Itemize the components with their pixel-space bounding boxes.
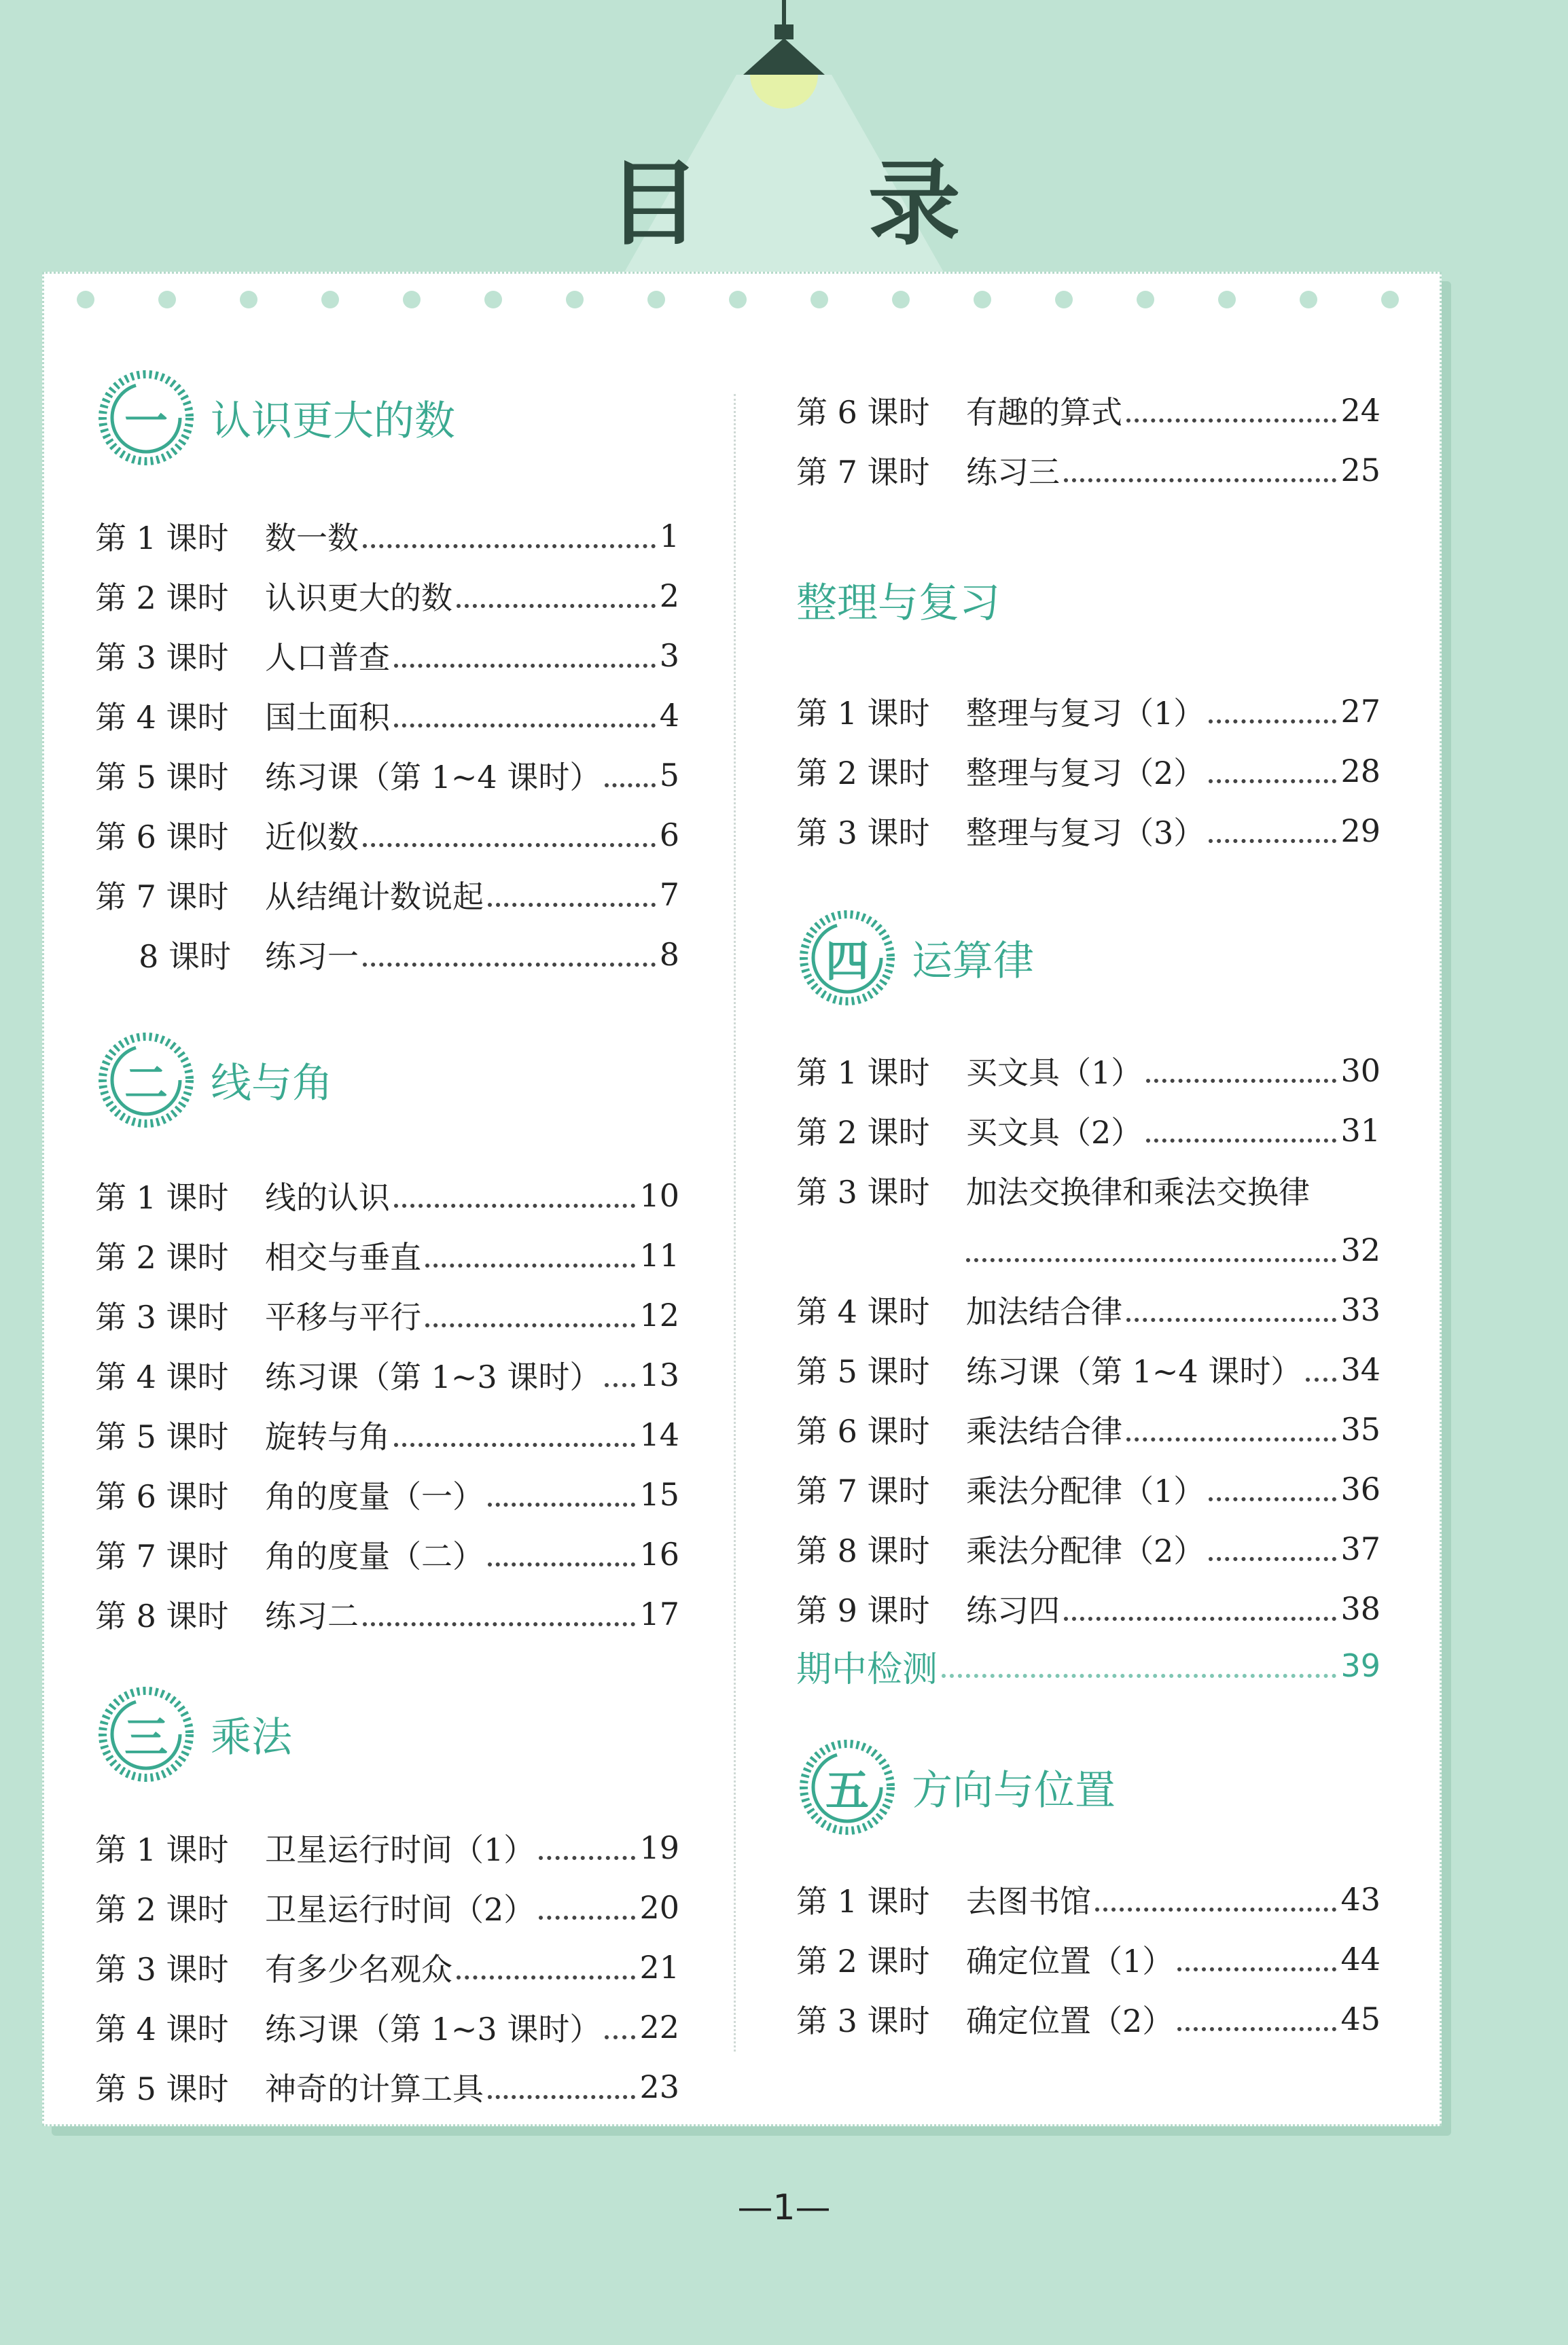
lesson-title: 人口普查	[265, 639, 390, 676]
lesson-title: 整理与复习（3）	[966, 815, 1205, 851]
lesson-number: 第 3 课时	[95, 1299, 229, 1336]
toc-entry[interactable]	[796, 801, 1380, 861]
lesson-title: 练习四	[966, 1592, 1060, 1629]
page-ref: 44	[1340, 1941, 1380, 1977]
toc-entry[interactable]	[796, 1929, 1380, 1989]
lesson-title: 买文具（1）	[966, 1054, 1143, 1091]
lesson-number: 第 4 课时	[95, 2011, 229, 2047]
page-ref: 5	[659, 757, 679, 793]
lesson-title: 平移与平行	[265, 1299, 421, 1336]
toc-entry[interactable]	[95, 1937, 679, 1997]
leader-dots	[1209, 1477, 1336, 1501]
page-ref: 35	[1340, 1411, 1380, 1448]
page-ref: 29	[1340, 812, 1380, 849]
lesson-title: 练习课（第 1~4 课时）	[265, 759, 601, 795]
toc-entry[interactable]	[95, 805, 679, 865]
lesson-number: 第 2 课时	[95, 1239, 229, 1276]
lesson-number: 第 3 课时	[796, 2003, 930, 2039]
binder-holes	[42, 289, 1442, 310]
page-ref: 11	[639, 1237, 679, 1274]
page-ref: 6	[659, 817, 679, 853]
unit-badge	[95, 1029, 197, 1131]
lesson-title: 国土面积	[265, 699, 390, 736]
leader-dots	[425, 1243, 635, 1268]
leader-dots	[1064, 1596, 1336, 1621]
lesson-number: 第 6 课时	[95, 819, 229, 855]
lesson-title: 近似数	[265, 819, 359, 855]
lesson-number: 第 2 课时	[796, 1943, 930, 1980]
page-ref: 14	[639, 1416, 679, 1453]
leader-dots	[394, 1422, 635, 1447]
toc-entry[interactable]	[95, 1997, 679, 2057]
lesson-number: 第 5 课时	[95, 2071, 229, 2107]
unit-badge	[796, 907, 898, 1009]
unit-badge-number: 四	[825, 937, 869, 987]
leader-dots	[488, 882, 656, 907]
lesson-title: 数一数	[265, 520, 359, 556]
toc-entry[interactable]	[796, 1100, 1380, 1160]
column-divider	[734, 394, 736, 2052]
unit-badge-number: 二	[124, 1059, 168, 1109]
leader-dots	[1095, 1887, 1336, 1912]
toc-entry[interactable]	[95, 1818, 679, 1878]
lesson-title: 加法交换律和乘法交换律	[966, 1174, 1310, 1211]
leader-dots	[1126, 1417, 1336, 1442]
leader-dots	[457, 1955, 635, 1980]
toc-entry[interactable]	[796, 741, 1380, 801]
lesson-number: 第 1 课时	[796, 1054, 930, 1091]
page-ref: 2	[659, 577, 679, 614]
unit-badge-number: 五	[825, 1766, 869, 1816]
lesson-number: 第 4 课时	[95, 699, 229, 736]
page-ref: 4	[659, 697, 679, 734]
lesson-title: 神奇的计算工具	[265, 2071, 484, 2107]
lesson-number: 第 1 课时	[95, 1179, 229, 1216]
lesson-number: 第 2 课时	[95, 579, 229, 616]
toc-entry[interactable]	[796, 1399, 1380, 1459]
lesson-number: 第 3 课时	[95, 1951, 229, 1988]
lesson-number: 第 1 课时	[796, 1883, 930, 1920]
page-number: —1—	[737, 2187, 831, 2228]
lesson-title: 买文具（2）	[966, 1114, 1143, 1151]
page-ref: 28	[1340, 753, 1380, 789]
leader-dots	[425, 1303, 635, 1327]
lesson-number: 第 4 课时	[95, 1359, 229, 1395]
toc-entry[interactable]	[95, 626, 679, 685]
lesson-title: 练习一	[265, 938, 359, 975]
leader-dots	[394, 703, 656, 728]
toc-entry[interactable]	[796, 440, 1380, 500]
unit-title: 乘法	[211, 1714, 292, 1761]
page-ref: 27	[1340, 693, 1380, 730]
midterm-exam-entry[interactable]	[796, 1636, 1380, 1696]
unit-title: 运算律	[912, 937, 1034, 985]
toc-entry[interactable]	[796, 1579, 1380, 1639]
lesson-title: 有趣的算式	[966, 394, 1122, 431]
toc-entry[interactable]	[796, 1041, 1380, 1100]
lesson-number: 第 2 课时	[796, 755, 930, 791]
page-ref: 22	[639, 2009, 679, 2045]
leader-dots	[363, 1602, 635, 1626]
page-ref: 39	[1340, 1647, 1380, 1684]
page-ref: 38	[1340, 1590, 1380, 1627]
lesson-number: 第 7 课时	[95, 878, 229, 915]
lesson-title: 练习课（第 1~3 课时）	[265, 1359, 601, 1395]
lesson-title: 角的度量（二）	[265, 1538, 484, 1575]
lesson-title: 整理与复习（2）	[966, 755, 1205, 791]
page-ref: 32	[1340, 1232, 1380, 1268]
toc-entry[interactable]	[796, 1989, 1380, 2049]
page-ref: 34	[1340, 1351, 1380, 1388]
leader-dots	[457, 584, 656, 608]
lesson-number: 8 课时	[139, 938, 231, 975]
leader-dots	[605, 2015, 635, 2039]
toc-entry[interactable]	[796, 1340, 1380, 1399]
toc-entry[interactable]	[796, 681, 1380, 741]
unit-badge	[95, 367, 197, 469]
unit-badge	[796, 1736, 898, 1838]
unit-1-heading	[95, 367, 455, 469]
page-ref: 21	[639, 1949, 679, 1986]
toc-entry[interactable]	[796, 1459, 1380, 1519]
leader-dots	[488, 2075, 635, 2099]
lesson-title: 乘法分配律（2）	[966, 1533, 1205, 1569]
toc-entry[interactable]	[95, 1285, 679, 1345]
unit-title: 认识更大的数	[211, 397, 455, 445]
leader-dots	[488, 1482, 635, 1507]
lesson-title: 从结绳计数说起	[265, 878, 484, 915]
page-ref: 13	[639, 1357, 679, 1393]
toc-entry[interactable]	[95, 925, 679, 984]
unit-badge-number: 一	[124, 397, 168, 447]
lesson-number: 第 8 课时	[796, 1533, 930, 1569]
lesson-title: 线的认识	[265, 1179, 390, 1216]
leader-dots	[1064, 458, 1336, 482]
page-ref: 23	[639, 2069, 679, 2105]
page-ref: 15	[639, 1476, 679, 1513]
lesson-title: 练习课（第 1~4 课时）	[966, 1353, 1302, 1390]
lesson-number: 第 9 课时	[796, 1592, 930, 1629]
page-ref: 45	[1340, 2001, 1380, 2037]
lesson-title: 相交与垂直	[265, 1239, 421, 1276]
lesson-number: 第 1 课时	[796, 695, 930, 732]
unit-3-heading	[95, 1683, 292, 1785]
lesson-title: 旋转与角	[265, 1418, 390, 1455]
review-heading: 整理与复习	[796, 579, 1000, 627]
lesson-title: 练习二	[265, 1598, 359, 1634]
toc-entry[interactable]	[95, 1584, 679, 1644]
leader-dots	[394, 643, 656, 668]
toc-entry[interactable]	[95, 2057, 679, 2117]
lesson-title: 卫星运行时间（2）	[265, 1891, 535, 1928]
page-ref: 19	[639, 1829, 679, 1866]
lesson-title: 乘法结合律	[966, 1413, 1122, 1450]
unit-badge	[95, 1683, 197, 1785]
lesson-title: 去图书馆	[966, 1883, 1091, 1920]
page-ref: 3	[659, 637, 679, 674]
unit-2-heading	[95, 1029, 333, 1131]
toc-entry[interactable]	[95, 685, 679, 745]
lesson-title: 加法结合律	[966, 1293, 1122, 1330]
leader-dots	[1146, 1058, 1336, 1083]
page-ref: 8	[659, 936, 679, 973]
page-title: 目 录	[607, 151, 1029, 258]
lesson-number: 第 3 课时	[95, 639, 229, 676]
leader-dots	[488, 1542, 635, 1567]
lesson-number: 第 2 课时	[796, 1114, 930, 1151]
toc-entry-continued[interactable]	[796, 1220, 1380, 1280]
page-ref: 25	[1340, 452, 1380, 488]
leader-dots	[1209, 819, 1336, 843]
unit-title: 线与角	[211, 1060, 333, 1107]
page-ref: 43	[1340, 1881, 1380, 1918]
toc-entry[interactable]	[796, 1519, 1380, 1579]
lesson-title: 认识更大的数	[265, 579, 452, 616]
leader-dots	[605, 763, 655, 787]
leader-dots	[1209, 1537, 1336, 1561]
lesson-title: 确定位置（1）	[966, 1943, 1174, 1980]
leader-dots	[394, 1183, 635, 1208]
lesson-title: 有多少名观众	[265, 1951, 452, 1988]
leader-dots	[1126, 1297, 1336, 1322]
lesson-number: 第 6 课时	[796, 1413, 930, 1450]
toc-entry[interactable]	[95, 1524, 679, 1584]
lesson-title: 确定位置（2）	[966, 2003, 1174, 2039]
leader-dots	[363, 942, 656, 967]
lesson-number: 第 2 课时	[95, 1891, 229, 1928]
lesson-number: 第 7 课时	[796, 1473, 930, 1509]
lesson-number: 第 7 课时	[95, 1538, 229, 1575]
toc-entry[interactable]	[95, 865, 679, 925]
toc-entry[interactable]	[95, 1465, 679, 1524]
toc-entry[interactable]	[95, 745, 679, 805]
page-ref: 12	[639, 1297, 679, 1333]
lesson-title: 整理与复习（1）	[966, 695, 1205, 732]
toc-entry[interactable]	[95, 1345, 679, 1405]
lesson-number: 第 6 课时	[796, 394, 930, 431]
lesson-number: 第 7 课时	[796, 454, 930, 490]
page-ref: 10	[639, 1177, 679, 1214]
page-ref: 20	[639, 1889, 679, 1926]
page-ref: 16	[639, 1536, 679, 1573]
page-ref: 7	[659, 876, 679, 913]
page-ref: 33	[1340, 1291, 1380, 1328]
unit-badge-number: 三	[124, 1713, 168, 1764]
lesson-title: 练习课（第 1~3 课时）	[265, 2011, 601, 2047]
lesson-number: 第 4 课时	[796, 1293, 930, 1330]
leader-dots	[1126, 398, 1336, 423]
toc-entry[interactable]	[796, 1280, 1380, 1340]
toc-entry[interactable]	[796, 1160, 1380, 1220]
toc-entry[interactable]	[95, 506, 679, 566]
leader-dots	[1177, 2007, 1336, 2031]
leader-dots	[363, 524, 656, 548]
unit-4-heading	[796, 907, 1034, 1009]
lesson-number: 第 6 课时	[95, 1478, 229, 1515]
lesson-number: 第 5 课时	[95, 759, 229, 795]
leader-dots	[539, 1895, 635, 1920]
toc-entry[interactable]	[95, 1225, 679, 1285]
lesson-number: 第 8 课时	[95, 1598, 229, 1634]
lesson-number: 第 1 课时	[95, 1831, 229, 1868]
page-ref: 24	[1340, 392, 1380, 429]
leader-dots	[605, 1363, 635, 1387]
leader-dots	[966, 1238, 1336, 1262]
lesson-number: 第 5 课时	[95, 1418, 229, 1455]
toc-entry[interactable]	[95, 1166, 679, 1225]
lesson-number: 第 3 课时	[796, 1174, 930, 1211]
leader-dots	[1209, 699, 1336, 723]
leader-dots	[1177, 1947, 1336, 1971]
toc-entry[interactable]	[95, 1878, 679, 1937]
unit-5-heading	[796, 1736, 1116, 1838]
lesson-number: 第 5 课时	[796, 1353, 930, 1390]
page-ref: 1	[659, 518, 679, 554]
lesson-title: 乘法分配律（1）	[966, 1473, 1205, 1509]
page-ref: 30	[1340, 1052, 1380, 1089]
page-ref: 17	[639, 1596, 679, 1632]
page-ref: 31	[1340, 1112, 1380, 1149]
toc-entry[interactable]	[796, 1869, 1380, 1929]
leader-dots	[1306, 1357, 1336, 1382]
unit-title: 方向与位置	[912, 1767, 1116, 1814]
leader-dots	[942, 1653, 1336, 1678]
lesson-title: 卫星运行时间（1）	[265, 1831, 535, 1868]
leader-dots	[1209, 759, 1336, 783]
page-ref: 36	[1340, 1471, 1380, 1507]
lesson-number: 第 3 课时	[796, 815, 930, 851]
lesson-title: 练习三	[966, 454, 1060, 490]
toc-entry[interactable]	[796, 380, 1380, 440]
exam-title: 期中检测	[796, 1649, 938, 1690]
page-ref: 37	[1340, 1530, 1380, 1567]
lesson-title: 角的度量（一）	[265, 1478, 484, 1515]
leader-dots	[539, 1836, 635, 1860]
leader-dots	[1146, 1118, 1336, 1143]
toc-entry[interactable]	[95, 566, 679, 626]
leader-dots	[363, 823, 656, 847]
lesson-number: 第 1 课时	[95, 520, 229, 556]
toc-entry[interactable]	[95, 1405, 679, 1465]
